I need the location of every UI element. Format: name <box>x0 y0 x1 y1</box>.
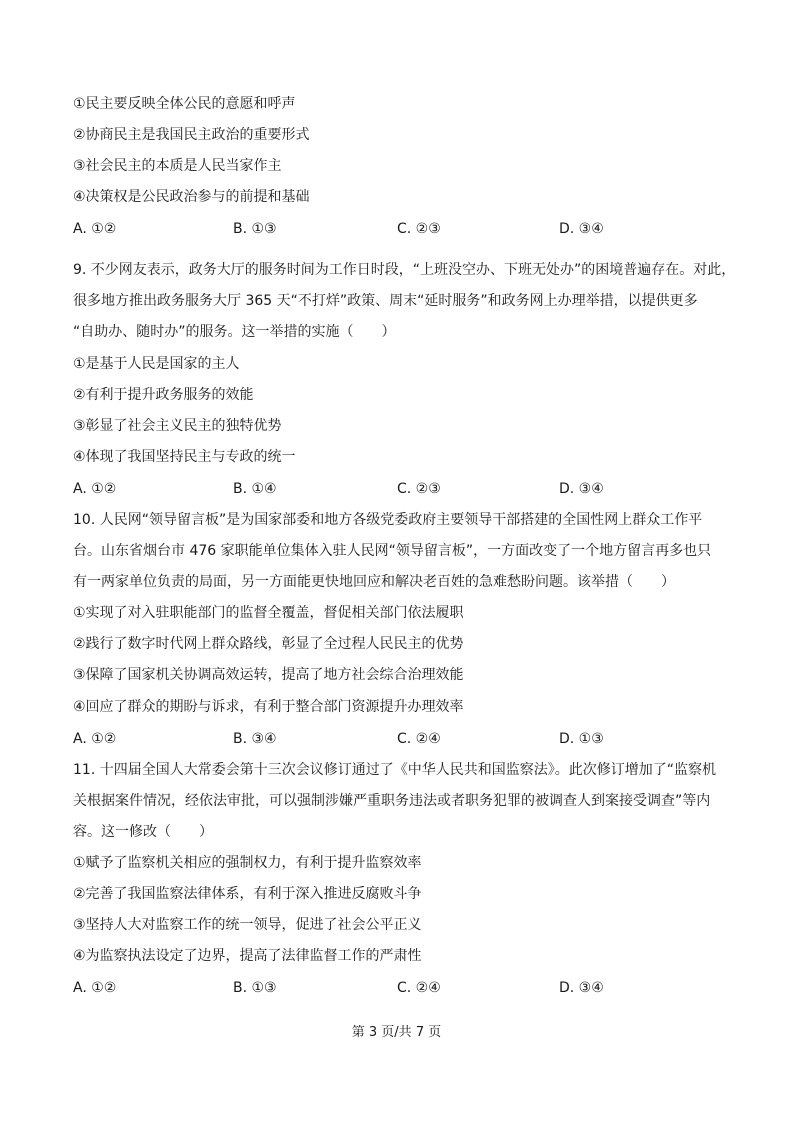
q8-option-1: ①民主要反映全体公民的意愿和呼声 <box>73 96 296 112</box>
q9-option-2: ②有利于提升政务服务的效能 <box>73 387 254 403</box>
q8-option-2: ②协商民主是我国民主政治的重要形式 <box>73 127 310 143</box>
q9-choice-b[interactable]: B. ①④ <box>233 481 277 497</box>
q8-choice-d[interactable]: D. ③④ <box>559 221 604 237</box>
q11-stem-line-3: 容。这一修改（ ） <box>73 824 213 840</box>
q10-choices <box>73 729 733 749</box>
q9-stem-line-2: 很多地方推出政务服务大厅 365 天“不打烊”政策、周末“延时服务”和政务网上办理举措，以提供更多 <box>73 293 698 309</box>
q10-stem-line-2: 台。山东省烟台市 476 家职能单位集体入驻人民网“领导留言板”，一方面改变了一个地方留言再多也只 <box>73 543 712 559</box>
q10-choice-d[interactable]: D. ①③ <box>559 731 604 747</box>
q9-option-3: ③彰显了社会主义民主的独特优势 <box>73 418 282 434</box>
q9-choice-c[interactable]: C. ②③ <box>397 481 441 497</box>
q9-stem-line-1: 9. 不少网友表示，政务大厅的服务时间为工作日时段，“上班没空办、下班无处办”的困境普遍存在。对此， <box>73 262 736 278</box>
q9-option-4: ④体现了我国坚持民主与专政的统一 <box>73 449 296 465</box>
q9-choices <box>73 479 733 499</box>
q11-option-4: ④为监察执法设定了边界，提高了法律监督工作的严肃性 <box>73 948 422 964</box>
q11-choice-c[interactable]: C. ②④ <box>397 980 441 996</box>
q8-choices <box>73 219 733 239</box>
q11-stem-line-2: 关根据案件情况，经依法审批，可以强制涉嫌严重职务违法或者职务犯罪的被调查人到案接受调查”等内 <box>73 793 711 809</box>
q8-choice-c[interactable]: C. ②③ <box>397 221 441 237</box>
q11-choice-d[interactable]: D. ③④ <box>559 980 604 996</box>
q10-choice-c[interactable]: C. ②④ <box>397 731 441 747</box>
q8-option-3: ③社会民主的本质是人民当家作主 <box>73 158 282 174</box>
q10-choice-a[interactable]: A. ①② <box>73 731 117 747</box>
q11-choice-a[interactable]: A. ①② <box>73 980 117 996</box>
q10-option-3: ③保障了国家机关协调高效运转，提高了地方社会综合治理效能 <box>73 667 464 683</box>
q10-choice-b[interactable]: B. ③④ <box>233 731 277 747</box>
q9-choice-d[interactable]: D. ③④ <box>559 481 604 497</box>
q10-stem-line-3: 有一两家单位负责的局面，另一方面能更快地回应和解决老百姓的急难愁盼问题。该举措（ ） <box>73 574 675 590</box>
q9-option-1: ①是基于人民是国家的主人 <box>73 356 240 372</box>
q11-choices <box>73 978 733 998</box>
q11-stem-line-1: 11. 十四届全国人大常委会第十三次会议修订通过了《中华人民共和国监察法》。此次修订增加了“监察机 <box>73 762 716 778</box>
q8-choice-a[interactable]: A. ①② <box>73 221 117 237</box>
q10-option-2: ②践行了数字时代网上群众路线，彰显了全过程人民民主的优势 <box>73 636 464 652</box>
q10-stem-line-1: 10. 人民网“领导留言板”是为国家部委和地方各级党委政府主要领导干部搭建的全国性网上群众工作平 <box>73 512 703 528</box>
q8-choice-b[interactable]: B. ①③ <box>233 221 277 237</box>
q11-option-3: ③坚持人大对监察工作的统一领导，促进了社会公平正义 <box>73 917 422 933</box>
q10-option-4: ④回应了群众的期盼与诉求，有利于整合部门资源提升办理效率 <box>73 699 464 715</box>
q11-option-2: ②完善了我国监察法律体系，有利于深入推进反腐败斗争 <box>73 886 422 902</box>
q9-choice-a[interactable]: A. ①② <box>73 481 117 497</box>
page-number: 第 3 页/共 7 页 <box>351 1025 442 1040</box>
q10-option-1: ①实现了对入驻职能部门的监督全覆盖，督促相关部门依法履职 <box>73 605 464 621</box>
q8-option-4: ④决策权是公民政治参与的前提和基础 <box>73 189 310 205</box>
q9-stem-line-3: “自助办、随时办”的服务。这一举措的实施（ ） <box>73 324 396 340</box>
q11-option-1: ①赋予了监察机关相应的强制权力，有利于提升监察效率 <box>73 855 422 871</box>
q11-choice-b[interactable]: B. ①③ <box>233 980 277 996</box>
